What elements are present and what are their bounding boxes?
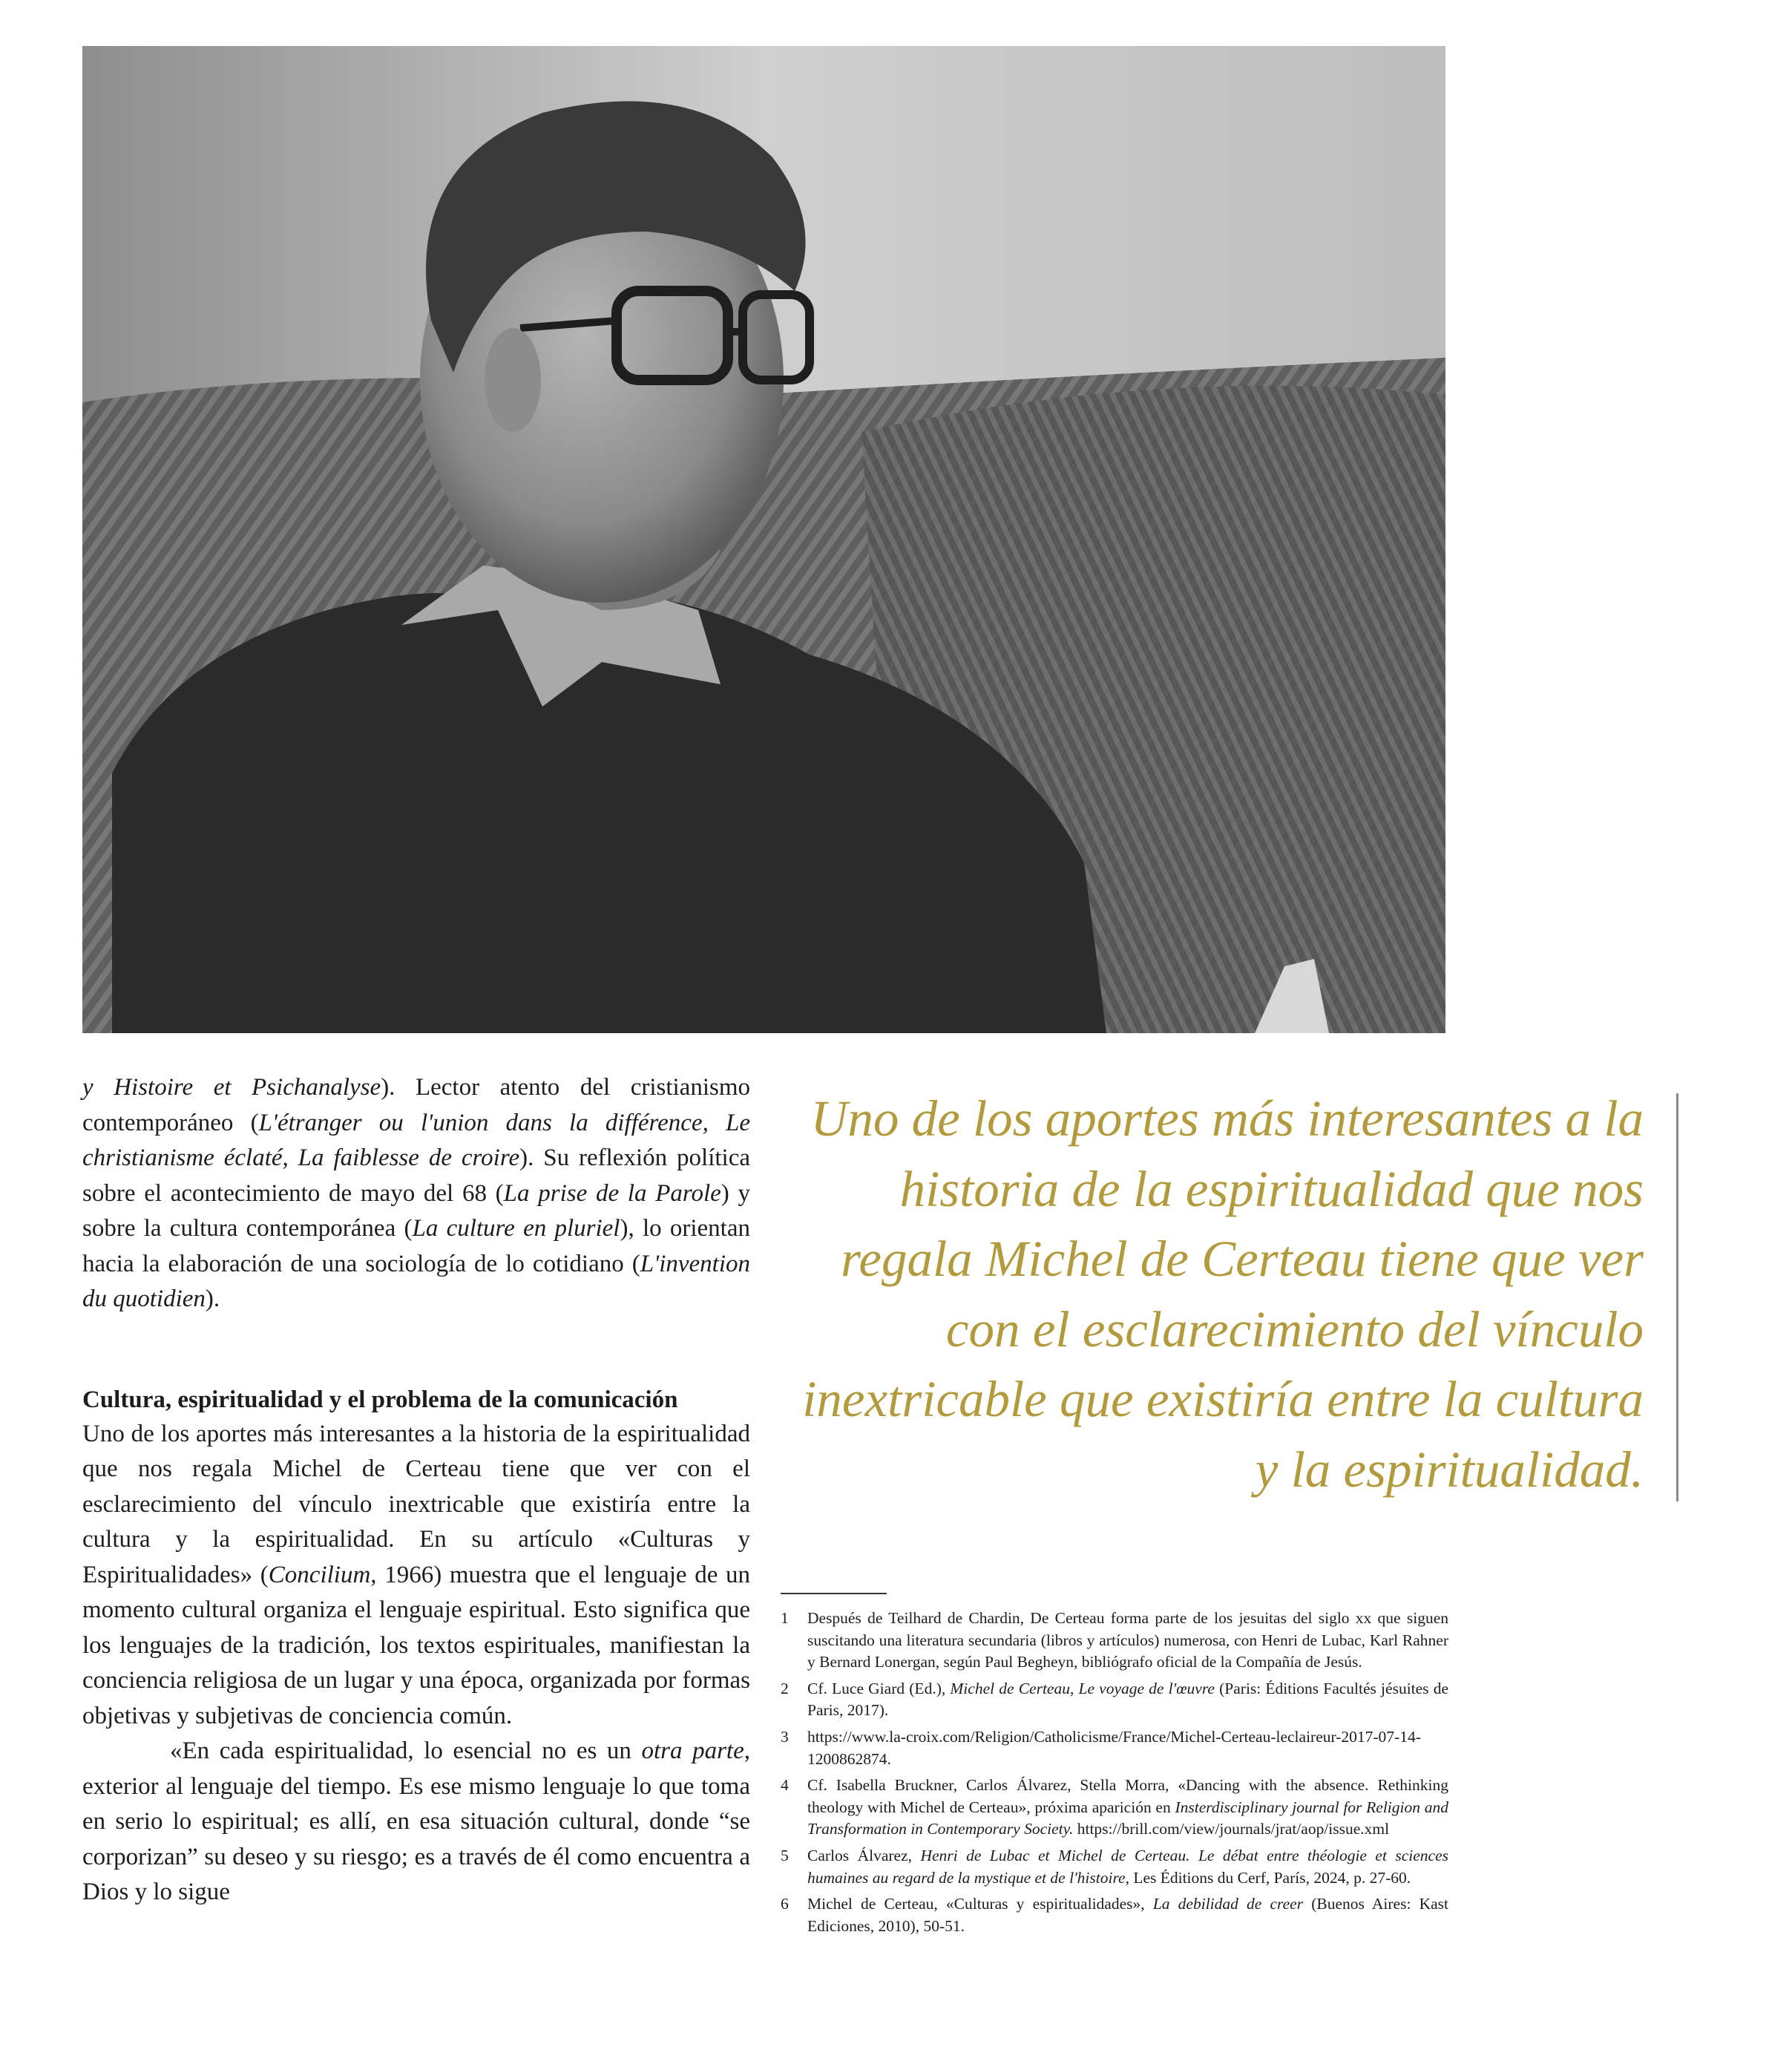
- portrait-image: [82, 46, 1445, 1033]
- footnote-5: [781, 1845, 1448, 1889]
- intro-italic-7: La culture en pluriel: [412, 1215, 620, 1242]
- footnote-3-url: https://www.la-croix.com/Religion/Catholicisme/France/Michel-Certeau-leclaireur-2017-07-14-1200862874.: [807, 1727, 1421, 1768]
- author-photo: [82, 46, 1445, 1033]
- footnote-number: 3: [781, 1727, 789, 1746]
- footnote-1: [781, 1608, 1448, 1674]
- footnote-5-text-c: , Les Éditions du Cerf, París, 2024, p. 27-60.: [1125, 1868, 1411, 1887]
- footnote-5-text-a: Carlos Álvarez,: [807, 1846, 921, 1864]
- para2-italic-b: otra parte: [641, 1738, 744, 1764]
- intro-text-10: ).: [205, 1285, 220, 1312]
- footnote-number: 1: [781, 1609, 789, 1627]
- footnote-6-italic: La debilidad de creer: [1152, 1895, 1304, 1913]
- main-text-column: [82, 1070, 750, 1910]
- section-heading: Cultura, espiritualidad y el problema de la comunicación: [82, 1386, 678, 1413]
- footnote-text: [807, 1608, 1448, 1674]
- footnote-text: [807, 1893, 1448, 1937]
- intro-text-4: ). Su reflexión política sobre el acontecimiento de mayo del 68 (: [82, 1144, 750, 1207]
- pull-quote-bar: [1676, 1093, 1678, 1501]
- footnote-number: 2: [781, 1679, 789, 1697]
- para2-text-a: «En cada espiritualidad, lo esencial no es un: [170, 1738, 642, 1764]
- para1-italic-b: Concilium: [268, 1561, 371, 1588]
- footnotes: [781, 1608, 1448, 1942]
- intro-italic-3: L'étranger ou l'union dans la différence, Le christianisme éclaté, La faiblesse de croire: [82, 1109, 750, 1171]
- intro-italic-1: y Histoire et Psichanalyse: [82, 1074, 381, 1101]
- footnote-2-italic: Michel de Certeau, Le voyage de l'œuvre: [950, 1679, 1215, 1697]
- footnote-text: [807, 1726, 1448, 1770]
- footnote-text: [807, 1775, 1448, 1841]
- footnote-4-italic: Insterdisciplinary journal for Religion and Transformation in Contemporary Society.: [807, 1798, 1448, 1838]
- footnote-text: [807, 1678, 1448, 1722]
- footnote-4: [781, 1775, 1448, 1841]
- intro-text-6: ) y sobre la cultura contemporánea (: [82, 1179, 750, 1242]
- footnote-number: 4: [781, 1776, 789, 1795]
- footnote-2-text-a: Cf. Luce Giard (Ed.),: [807, 1679, 951, 1697]
- footnote-6: [781, 1893, 1448, 1937]
- footnote-4-text-c: https://brill.com/view/journals/jrat/aop/issue.xml: [1073, 1820, 1390, 1838]
- para1-text-c: , 1966) muestra que el lenguaje de un momento cultural organiza el lenguaje espiritual. Esto significa que los lenguajes de la tradición, los textos espirituales, manifiestan la conciencia religiosa de un lugar y una época, organizada por formas objetivas y subjetivas de conciencia común.: [82, 1561, 751, 1729]
- section-paragraph-2: [82, 1734, 750, 1910]
- footnote-4-text-a: Cf. Isabella Bruckner, Carlos Álvarez, Stella Morra, «Dancing with the absence. Rethinking theology with Michel de Certeau», próxima aparición en: [807, 1776, 1448, 1816]
- footnote-5-italic: Henri de Lubac et Michel de Certeau. Le débat entre théologie et sciences humaines au regard de la mystique et de l'histoire: [807, 1846, 1449, 1887]
- section-paragraph-1: [82, 1417, 750, 1735]
- pull-quote: Uno de los aportes más interesantes a la historia de la espiritualidad que nos regala Michel de Certeau tiene que ver con el esclarecimiento del vínculo inextricable que existiría entre la cultura y la espiritualidad.: [802, 1090, 1644, 1498]
- intro-paragraph: [82, 1070, 750, 1317]
- intro-text-2: ). Lector atento del cristianismo contemporáneo (: [82, 1074, 750, 1136]
- footnote-number: 5: [781, 1846, 789, 1864]
- footnote-1-text: Después de Teilhard de Chardin, De Certeau forma parte de los jesuitas del siglo xx que siguen suscitando una literatura secundaria (libros y artículos) numerosa, con Henri de Lubac, Karl Rahner y Bernard Lonergan, según Paul Begheyn, bibliógrafo oficial de la Compañía de Jesús.: [807, 1609, 1448, 1671]
- para2-text-c: , exterior al lenguaje del tiempo. Es ese mismo lenguaje lo que toma en serio lo espiritual; es allí, en esa situación cultural, donde “se corporizan” su deseo y su riesgo; es a través de él como encuentra a Dios y lo sigue: [82, 1738, 750, 1905]
- footnote-number: 6: [781, 1895, 789, 1913]
- footnote-rule: [781, 1593, 887, 1594]
- intro-italic-9: L'invention du quotidien: [82, 1250, 750, 1312]
- intro-text-8: ), lo orientan hacia la elaboración de una sociología de lo cotidiano (: [82, 1215, 750, 1277]
- footnote-text: [807, 1845, 1448, 1889]
- intro-italic-5: La prise de la Parole: [503, 1179, 721, 1207]
- footnote-2: [781, 1678, 1448, 1722]
- footnote-6-text-a: Michel de Certeau, «Culturas y espiritualidades»,: [807, 1895, 1153, 1913]
- footnote-2-text-c: (Paris: Éditions Facultés jésuites de Paris, 2017).: [807, 1679, 1448, 1720]
- para1-text-a: Uno de los aportes más interesantes a la historia de la espiritualidad que nos regala Michel de Certeau tiene que ver con el esclarecimiento del vínculo inextricable que existiría entre la cultura y la espiritualidad. En su artículo «Culturas y Espiritualidades» (: [82, 1420, 750, 1588]
- footnote-3: [781, 1726, 1448, 1770]
- footnote-6-text-c: (Buenos Aires: Kast Ediciones, 2010), 50-51.: [807, 1895, 1448, 1935]
